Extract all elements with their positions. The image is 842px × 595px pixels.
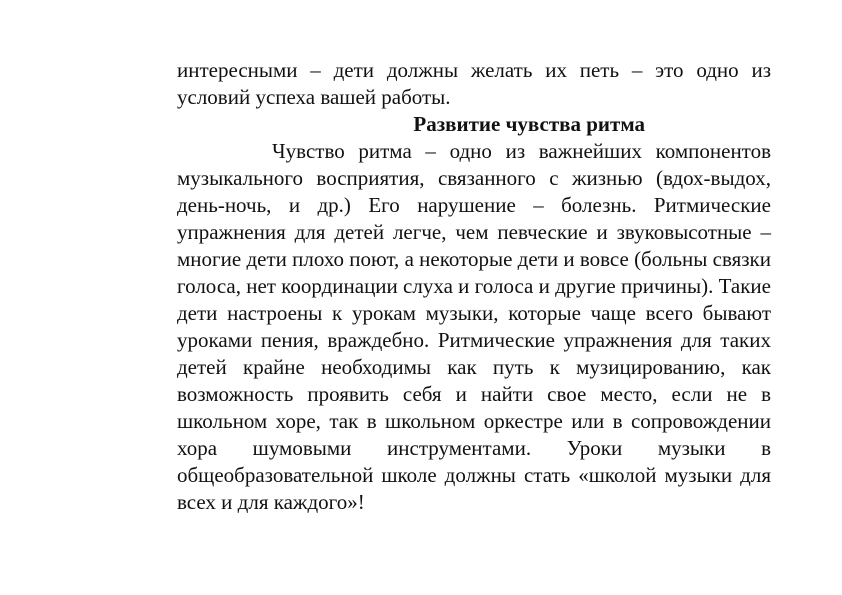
section-heading: Развитие чувства ритма <box>413 112 645 136</box>
intro-paragraph: интересными – дети должны желать их петь – это одно из условий успеха вашей работы. <box>177 58 771 109</box>
text-block <box>177 57 771 516</box>
body-paragraph: Чувство ритма – одно из важнейших компонентов музыкального восприятия, связанного с жизнью (вдох-выдох, день-ночь, и др.) Его нарушение – болезнь. Ритмические упражнения для детей легче, чем певческие и звуковысотные – многие дети плохо поют, а некоторые дети и вовсе (больны связки голоса, нет координации слуха и голоса и другие причины). Такие дети настроены к урокам музыки, которые чаще всего бывают уроками пения, враждебно. Ритмические упражнения для таких детей крайне необходимы как путь к музицированию, как возможность проявить себя и найти свое место, если не в школьном хоре, так в школьном оркестре или в сопровождении хора шумовыми инструментами. Уроки музыки в общеобразовательной школе должны стать «школой музыки для всех и для каждого»! <box>177 139 771 514</box>
